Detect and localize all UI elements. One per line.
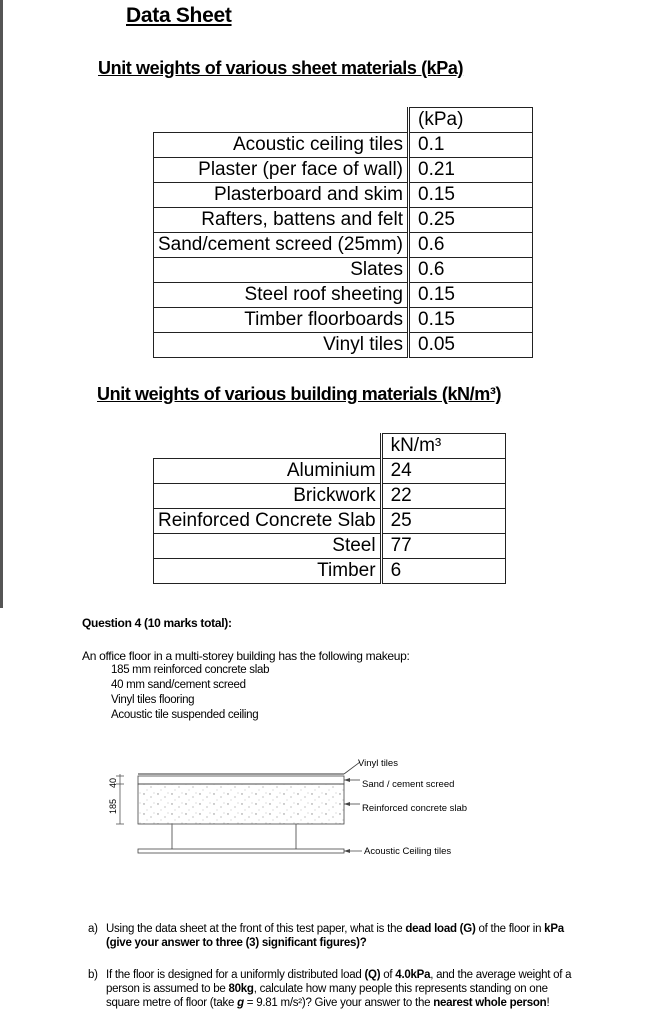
makeup-item: Vinyl tiles flooring <box>111 694 195 706</box>
material-value: 22 <box>381 484 505 509</box>
screed-label: Sand / cement screed <box>362 779 455 790</box>
table-row <box>154 133 533 158</box>
building-materials-table <box>153 433 506 584</box>
table-row <box>154 534 506 559</box>
part-a-text: Using the data sheet at the front of this test paper, what is the <box>106 923 406 935</box>
part-a-unit: kPa <box>544 923 564 935</box>
material-name: Steel <box>154 534 382 559</box>
floor-makeup-list <box>111 663 269 723</box>
table-row <box>154 333 533 358</box>
table-row <box>154 459 506 484</box>
slab-label: Reinforced concrete slab <box>362 803 468 814</box>
material-name: Rafters, battens and felt <box>154 208 409 233</box>
material-value: 77 <box>381 534 505 559</box>
table-row <box>154 208 533 233</box>
material-name: Timber floorboards <box>154 308 409 333</box>
part-b-label: b) <box>88 969 98 981</box>
makeup-item: 40 mm sand/cement screed <box>111 679 246 691</box>
material-name: Brickwork <box>154 484 382 509</box>
part-b-text: = 9.81 m/s²)? Give your answer to the <box>243 997 434 1009</box>
material-name: Plaster (per face of wall) <box>154 158 409 183</box>
unit-header: (kPa) <box>409 108 533 133</box>
part-b-emphasis: (Q) <box>364 969 381 981</box>
material-value: 0.15 <box>409 183 533 208</box>
material-name: Reinforced Concrete Slab <box>154 509 382 534</box>
material-name: Aluminium <box>154 459 382 484</box>
sheet-materials-heading: Unit weights of various sheet materials (kPa) <box>98 58 464 78</box>
table-row <box>154 308 533 333</box>
page-title: Data Sheet <box>126 4 232 27</box>
building-materials-heading: Unit weights of various building materials (kN/m³) <box>97 384 502 404</box>
material-value: 0.05 <box>409 333 533 358</box>
question-part-b <box>88 968 578 1010</box>
ceiling-label: Acoustic Ceiling tiles <box>364 846 452 857</box>
slab-layer <box>138 784 344 824</box>
material-value: 0.6 <box>409 233 533 258</box>
material-value: 24 <box>381 459 505 484</box>
material-value: 25 <box>381 509 505 534</box>
table-row <box>154 233 533 258</box>
part-a-emphasis: dead load (G) <box>405 923 476 935</box>
table-row <box>154 258 533 283</box>
part-b-text: , and the average weight of a person is assumed to be <box>106 969 572 995</box>
sheet-materials-table <box>153 107 533 358</box>
material-name: Plasterboard and skim <box>154 183 409 208</box>
building-header-row <box>154 434 506 459</box>
material-name: Timber <box>154 559 382 584</box>
floor-section-diagram <box>100 752 500 864</box>
part-b-text: , calculate how many people this represents standing on one square metre of floor (take <box>106 983 548 1009</box>
makeup-item: Acoustic tile suspended ceiling <box>111 709 259 721</box>
material-value: 0.15 <box>409 283 533 308</box>
page-left-border <box>0 0 3 608</box>
material-value: 0.21 <box>409 158 533 183</box>
sheet-header-row <box>154 108 533 133</box>
part-a-text: of the floor in <box>475 923 545 935</box>
part-b-symbol: g <box>237 997 244 1009</box>
question-intro: An office floor in a multi-storey building has the following makeup: <box>82 649 410 663</box>
table-row <box>154 559 506 584</box>
part-b-emphasis: 4.0kPa <box>395 969 431 981</box>
unit-header: kN/m³ <box>381 434 505 459</box>
part-b-text: of <box>380 969 396 981</box>
header-blank <box>154 108 409 133</box>
part-b-text: ! <box>546 997 550 1009</box>
material-name: Sand/cement screed (25mm) <box>154 233 409 258</box>
material-value: 0.1 <box>409 133 533 158</box>
material-value: 0.15 <box>409 308 533 333</box>
part-b-emphasis: 80kg <box>228 983 254 995</box>
screed-dimension: 40 <box>108 777 118 788</box>
material-value: 0.6 <box>409 258 533 283</box>
part-b-emphasis: nearest whole person <box>433 997 547 1009</box>
table-row <box>154 283 533 308</box>
table-row <box>154 158 533 183</box>
header-blank <box>154 434 382 459</box>
material-name: Vinyl tiles <box>154 333 409 358</box>
material-value: 0.25 <box>409 208 533 233</box>
table-row <box>154 183 533 208</box>
material-name: Slates <box>154 258 409 283</box>
table-row <box>154 509 506 534</box>
part-b-text: If the floor is designed for a uniformly distributed load <box>106 969 365 981</box>
question-part-a <box>88 922 578 950</box>
table-row <box>154 484 506 509</box>
material-value: 6 <box>381 559 505 584</box>
material-name: Steel roof sheeting <box>154 283 409 308</box>
makeup-item: 185 mm reinforced concrete slab <box>111 664 270 676</box>
ceiling-layer <box>138 849 344 853</box>
slab-dimension: 185 <box>108 798 118 814</box>
material-name: Acoustic ceiling tiles <box>154 133 409 158</box>
vinyl-label: Vinyl tiles <box>358 758 398 769</box>
screed-layer <box>138 776 344 784</box>
question-title: Question 4 (10 marks total): <box>82 616 232 630</box>
part-a-label: a) <box>88 923 98 935</box>
part-a-instruction: (give your answer to three (3) significant figures)? <box>106 937 367 949</box>
